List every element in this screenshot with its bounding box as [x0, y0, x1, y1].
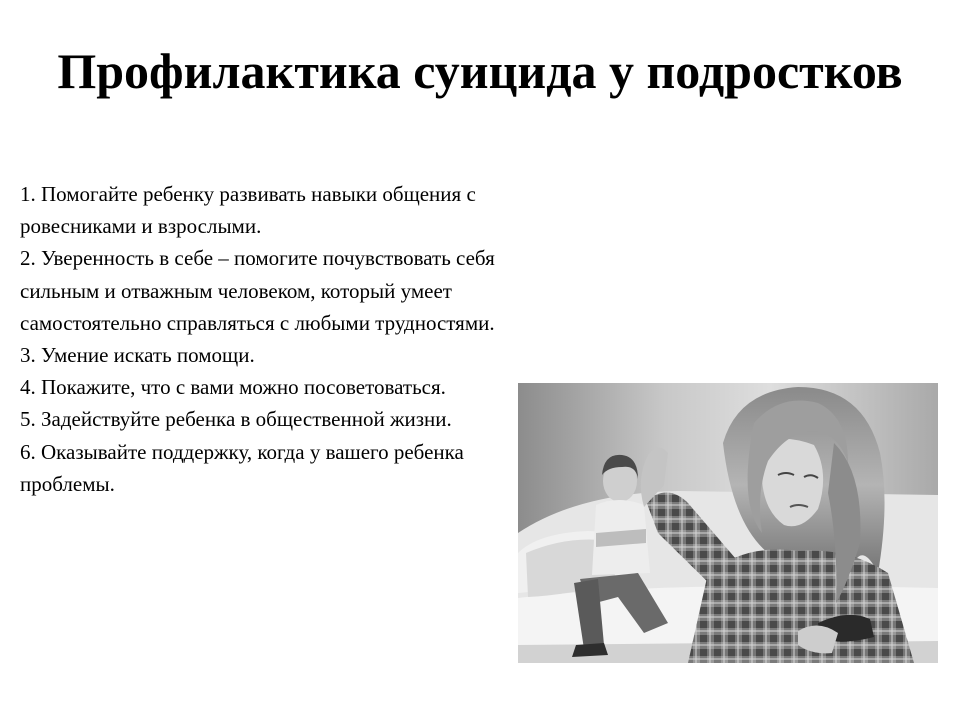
tip-item: 5. Задействуйте ребенка в общественной жизни. [20, 407, 452, 432]
slide-title: Профилактика суицида у подростков [57, 43, 903, 99]
tip-item: 2. Уверенность в себе – помогите почувствовать себя сильным и отважным человеком, который умеет самостоятельно справляться с любыми трудностями. [20, 246, 495, 335]
tips-list [20, 178, 500, 500]
teen-and-parent-photo [518, 383, 938, 663]
tip-item: 6. Оказывайте поддержку, когда у вашего ребенка проблемы. [20, 439, 464, 496]
tip-item: 1. Помогайте ребенку развивать навыки общения с ровесниками и взрослыми. [20, 182, 476, 239]
tip-item: 3. Умение искать помощи. [20, 343, 255, 368]
tip-item: 4. Покажите, что с вами можно посоветоваться. [20, 375, 446, 400]
